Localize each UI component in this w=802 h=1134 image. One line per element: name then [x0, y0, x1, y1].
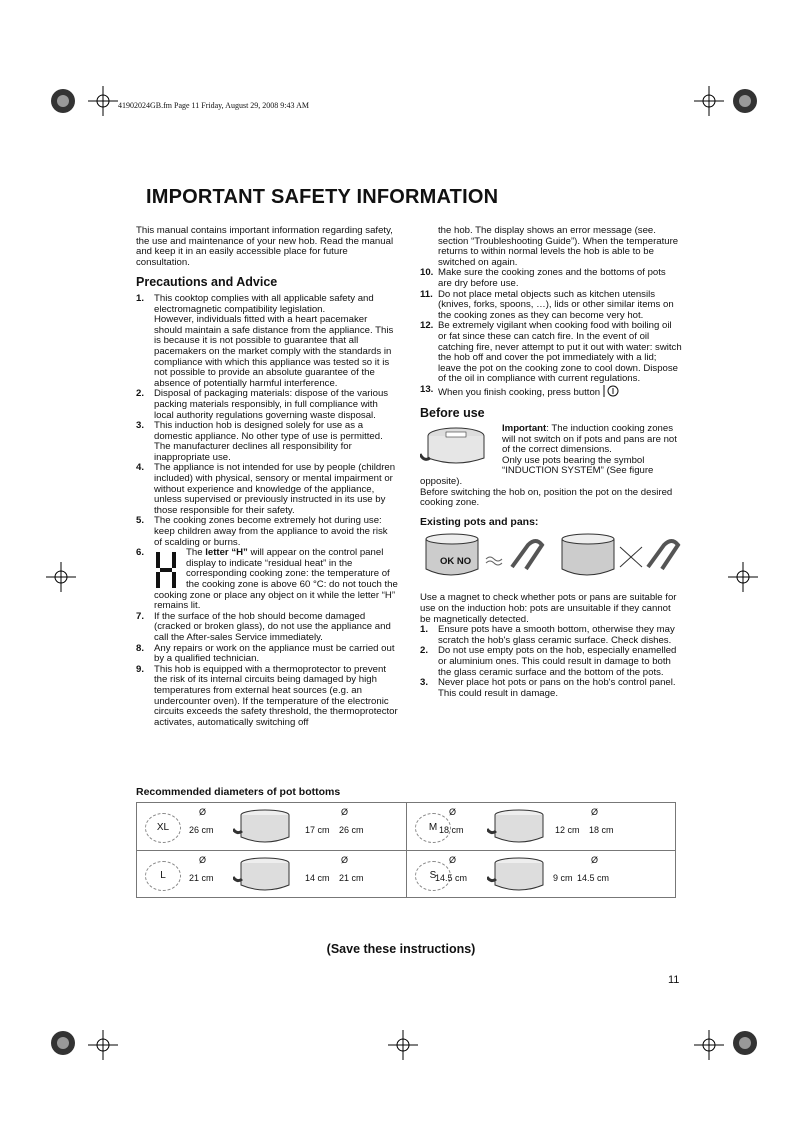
item-number: 3.	[420, 677, 429, 689]
item-number: 2.	[420, 645, 429, 657]
item-text: The cooking zones become extremely hot during use: keep children away from the appliance to avoid the risk of scalding or burns.	[154, 515, 388, 548]
registration-mark-icon	[46, 562, 76, 592]
right-column	[420, 226, 682, 699]
precautions-heading: Precautions and Advice	[136, 275, 278, 290]
zone-diameter: 26 cm	[189, 825, 214, 835]
item-number: 7.	[136, 610, 145, 622]
important-text: : The induction cooking zones will not switch on if pots and pans are not of the correct dimensions. Only use pots bearing the symbol “INDUCTION SYSTEM” (See figure opposite).	[420, 424, 677, 488]
item-text: Do not place metal objects such as kitchen utensils (knives, forks, spoons, …), lids or other similar items on the cooking zones as they can become very hot.	[438, 288, 674, 321]
list-item	[420, 678, 682, 699]
diameters-table	[136, 802, 676, 898]
list-item	[420, 625, 682, 646]
item-text: Do not use empty pots on the hob, especially enamelled or aluminium ones. This could result in damage to both the glass ceramic surface and the bottom of the pots.	[438, 645, 677, 678]
max-diameter: 14.5 cm	[577, 873, 610, 883]
diameter-symbol: Ø	[591, 807, 599, 817]
item-text: If the surface of the hob should become damaged (cracked or broken glass), do not use the appliance and call the After-sales Service immediately.	[154, 610, 391, 643]
item-text: When you finish cooking, press button	[438, 386, 601, 398]
existing-pots-heading: Existing pots and pans:	[420, 515, 539, 528]
diameter-symbol: Ø	[449, 855, 457, 865]
magnet-test-illustration	[420, 533, 682, 589]
diameters-title: Recommended diameters of pot bottoms	[136, 786, 341, 798]
zone-size-label: M	[415, 813, 451, 843]
ok-no-label: OK NO	[440, 556, 472, 568]
item-text: Ensure pots have a smooth bottom, otherwise they may scratch the hob's glass ceramic surface. Check dishes.	[438, 624, 675, 646]
zone-diameter: 18 cm	[439, 825, 464, 835]
registration-mark-icon	[694, 1030, 724, 1060]
zone-diameter: 14.5 cm	[435, 873, 468, 883]
item-number: 4.	[136, 462, 145, 474]
registration-mark-icon	[728, 562, 758, 592]
item-text: Make sure the cooking zones and the bottoms of pots are dry before use.	[438, 267, 666, 289]
registration-mark-icon	[694, 86, 724, 116]
pot-icon	[233, 857, 293, 893]
item-number: 8.	[136, 642, 145, 654]
diameter-symbol: Ø	[591, 855, 599, 865]
list-item	[136, 665, 398, 729]
existing-pots-list	[420, 625, 682, 699]
item-number: 10.	[420, 267, 434, 279]
diameter-cell-s	[407, 851, 676, 898]
pot-icon	[487, 857, 547, 893]
before-use-text: Before switching the hob on, position the pot on the desired cooking zone.	[420, 486, 673, 509]
registration-dial-icon	[50, 1030, 76, 1056]
diameter-symbol: Ø	[199, 807, 207, 817]
item-number: 12.	[420, 320, 434, 332]
registration-mark-icon	[88, 1030, 118, 1060]
precautions-list-continued	[420, 268, 682, 398]
list-item	[136, 516, 398, 548]
list-item	[136, 294, 398, 389]
pot-icon	[487, 809, 547, 845]
min-diameter: 14 cm	[305, 873, 330, 883]
list-item	[420, 646, 682, 678]
list-item	[136, 644, 398, 665]
item-number: 13.	[420, 383, 434, 395]
zone-diameter: 21 cm	[189, 873, 214, 883]
max-diameter: 18 cm	[589, 825, 614, 835]
list-item	[420, 268, 682, 289]
item-text: The appliance is not intended for use by people (children included) with physical, sensory or mental impairment or without experience and knowledge of the appliance, unless supervised or previously instructed in its use by those responsible for their safety.	[154, 462, 396, 516]
list-item	[136, 548, 398, 612]
item-number: 3.	[136, 420, 145, 432]
item9-continuation: the hob. The display shows an error message (see. section “Troubleshooting Guide”). When the temperature returns to within normal levels the hob is able to be switched on again.	[438, 225, 679, 268]
item-text: This hob is equipped with a thermoprotector to prevent the risk of its internal circuits being damaged by high temperatures from external heat sources (e.g. an undercounter oven). If the temperature of the electronic circuits exceeds the safety threshold, the thermoprotector activates, automatically switching off	[154, 663, 398, 728]
diameter-symbol: Ø	[341, 807, 349, 817]
left-column	[136, 226, 398, 728]
item-number: 5.	[136, 515, 145, 527]
list-item	[420, 290, 682, 322]
item-text-bold: letter “H”	[205, 547, 248, 559]
zone-size-label: XL	[145, 813, 181, 843]
diameter-symbol: Ø	[449, 807, 457, 817]
item-number: 1.	[136, 292, 145, 304]
item-number: 6.	[136, 547, 145, 559]
intro-paragraph: This manual contains important information regarding safety, the use and maintenance of your new hob. Read the manual and keep it in an easily accessible place for future consultation.	[136, 225, 394, 268]
existing-pots-text: Use a magnet to check whether pots or pans are suitable for use on the induction hob: pots are unsuitable if they cannot be magnetically detected.	[420, 592, 677, 625]
diameter-cell-m	[407, 803, 676, 851]
item-text: This induction hob is designed solely for use as a domestic appliance. No other type of use is permitted. The manufacturer declines all responsibility for inappropriate use.	[154, 420, 383, 463]
registration-dial-icon	[732, 1030, 758, 1056]
list-item	[420, 321, 682, 385]
registration-dial-icon	[732, 88, 758, 114]
important-box	[420, 424, 682, 488]
registration-dial-icon	[50, 88, 76, 114]
item-number: 11.	[420, 288, 433, 300]
item-text: Never place hot pots or pans on the hob's control panel. This could result in damage.	[438, 677, 676, 699]
precautions-list	[136, 294, 398, 728]
item-text: Any repairs or work on the appliance must be carried out by a qualified technician.	[154, 642, 395, 665]
registration-mark-icon	[388, 1030, 418, 1060]
item-text-pre: The	[186, 547, 206, 559]
important-label: Important	[502, 424, 547, 435]
min-diameter: 17 cm	[305, 825, 330, 835]
item-text: Be extremely vigilant when cooking food with boiling oil or fat since these can catch fire. In the event of oil catching fire, never attempt to put it out with water: switch the hob off and cover the pot immediately with a lid; leave the pot on the cooking zone to cool down. Dispose of the oil in compliance with current regulations.	[438, 320, 682, 385]
item-text: will appear on the control panel display to indicate “residual heat” in the corresponding cooking zone: the temperature of the cooking zone is above 60 °C: do not touch the cooking zone or place any object on it while the letter “H” remains lit.	[154, 547, 398, 612]
page-number: 11	[668, 974, 680, 986]
pot-icon	[233, 809, 293, 845]
item-text: Disposal of packaging materials: dispose of the various packing materials responsibly, in full compliance with local authority regulations governing waste disposal.	[154, 388, 389, 421]
max-diameter: 21 cm	[339, 873, 364, 883]
diameter-cell-xl	[137, 803, 407, 851]
item-number: 9.	[136, 663, 145, 675]
registration-mark-icon	[88, 86, 118, 116]
residual-heat-h-icon	[154, 550, 178, 590]
list-item	[420, 385, 682, 399]
diameter-cell-l	[137, 851, 407, 898]
power-button-icon	[603, 385, 619, 397]
list-item	[136, 421, 398, 463]
diameter-symbol: Ø	[199, 855, 207, 865]
min-diameter: 9 cm	[553, 873, 573, 883]
list-item	[136, 389, 398, 421]
min-diameter: 12 cm	[555, 825, 580, 835]
page-title: IMPORTANT SAFETY INFORMATION	[146, 186, 499, 208]
item-number: 2.	[136, 388, 145, 400]
list-item	[136, 612, 398, 644]
before-use-heading: Before use	[420, 405, 485, 420]
save-instructions: (Save these instructions)	[326, 942, 476, 956]
zone-size-label: S	[415, 861, 451, 891]
header-stamp: 41902024GB.fm Page 11 Friday, August 29, 2008 9:43 AM	[118, 101, 309, 110]
zone-size-label: L	[145, 861, 181, 891]
max-diameter: 26 cm	[339, 825, 364, 835]
item-number: 1.	[420, 624, 429, 636]
induction-pot-icon	[420, 424, 496, 468]
item-text: This cooktop complies with all applicable safety and electromagnetic compatibility legislation. However, individuals fitted with a heart pacemaker should maintain a safe distance from the appliance. This is because it is not possible to guarantee that all pacemakers on the market comply with the standards in compliance with which this appliance was tested so it is not possible to provide an absolute guarantee of the absence of potentially harmful interference.	[154, 292, 394, 389]
list-item	[136, 463, 398, 516]
diameter-symbol: Ø	[341, 855, 349, 865]
